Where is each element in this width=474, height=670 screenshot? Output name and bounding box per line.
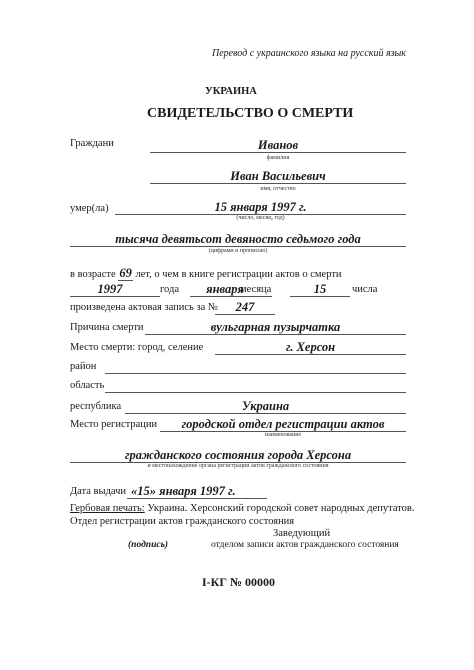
surname-value: Иванов (257, 138, 299, 152)
issue-date-value: «15» января 1997 г. (131, 484, 236, 498)
registration-caption-2: и местонахождение органа регистрации актов гражданского состояния (147, 463, 329, 469)
signature-title-bottom: отделом записи актов гражданского состояния (211, 540, 399, 550)
place-value: г. Херсон (285, 340, 336, 354)
age-prefix: в возрасте (70, 269, 116, 280)
region-label: область (70, 380, 105, 391)
record-day-value: 15 (313, 282, 327, 296)
year-words-caption: (цифрами и прописью) (208, 248, 268, 254)
cause-value: вульгарная пузырчатка (210, 320, 341, 334)
record-month-value: января (206, 282, 244, 296)
country-heading: УКРАИНА (205, 86, 257, 97)
serial-number: I-КГ № 00000 (202, 575, 276, 589)
cause-label: Причина смерти (70, 322, 144, 333)
record-year-label: года (160, 284, 179, 295)
republic-label: республика (70, 401, 122, 412)
seal-line-1 (70, 503, 415, 514)
record-day-label: числа (352, 284, 378, 295)
translation-note: Перевод с украинского языка на русский язык (212, 48, 406, 59)
record-month-label: месяца (240, 284, 272, 295)
death-date-value: 15 января 1997 г. (214, 200, 307, 214)
place-label: Место смерти: город, селение (70, 342, 204, 353)
region-underline (105, 392, 406, 393)
year-words-value: тысяча девятьсот девяносто седьмого года (115, 232, 361, 246)
age-line (70, 266, 342, 281)
death-date-caption: (число, месяц, год) (236, 215, 285, 221)
issue-date-label: Дата выдачи (70, 486, 127, 497)
given-names-value: Иван Васильевич (230, 169, 326, 183)
citizen-label: Граждани (70, 138, 114, 149)
registration-label: Место регистрации (70, 419, 158, 430)
republic-value: Украина (241, 399, 290, 413)
record-year-value: 1997 (97, 282, 123, 296)
registration-caption-1: наименование (264, 432, 302, 438)
age-suffix: лет, о чем в книге регистрации актов о смерти (135, 269, 342, 280)
signature-mark: (подпись) (128, 540, 169, 550)
surname-caption: фамилия (266, 155, 290, 161)
record-number-label: произведена актовая запись за № (70, 302, 218, 313)
age-value: 69 (119, 266, 132, 280)
page-title: СВИДЕТЕЛЬСТВО О СМЕРТИ (147, 106, 354, 121)
given-names-caption: имя, отчество (260, 186, 296, 192)
seal-text-1: Украина. Херсонский городской совет народных депутатов. (144, 503, 415, 514)
died-label: умер(ла) (70, 203, 109, 214)
registration-value-1: городской отдел регистрации актов (181, 417, 385, 431)
registration-value-2: гражданского состояния города Херсона (124, 448, 352, 462)
record-number-value: 247 (235, 300, 255, 314)
seal-line-2: Отдел регистрации актов гражданского состояния (70, 516, 295, 527)
signature-title-top: Заведующий (273, 528, 331, 539)
district-label: район (70, 361, 97, 372)
district-underline (105, 373, 406, 374)
seal-label: Гербовая печать: (70, 503, 145, 514)
